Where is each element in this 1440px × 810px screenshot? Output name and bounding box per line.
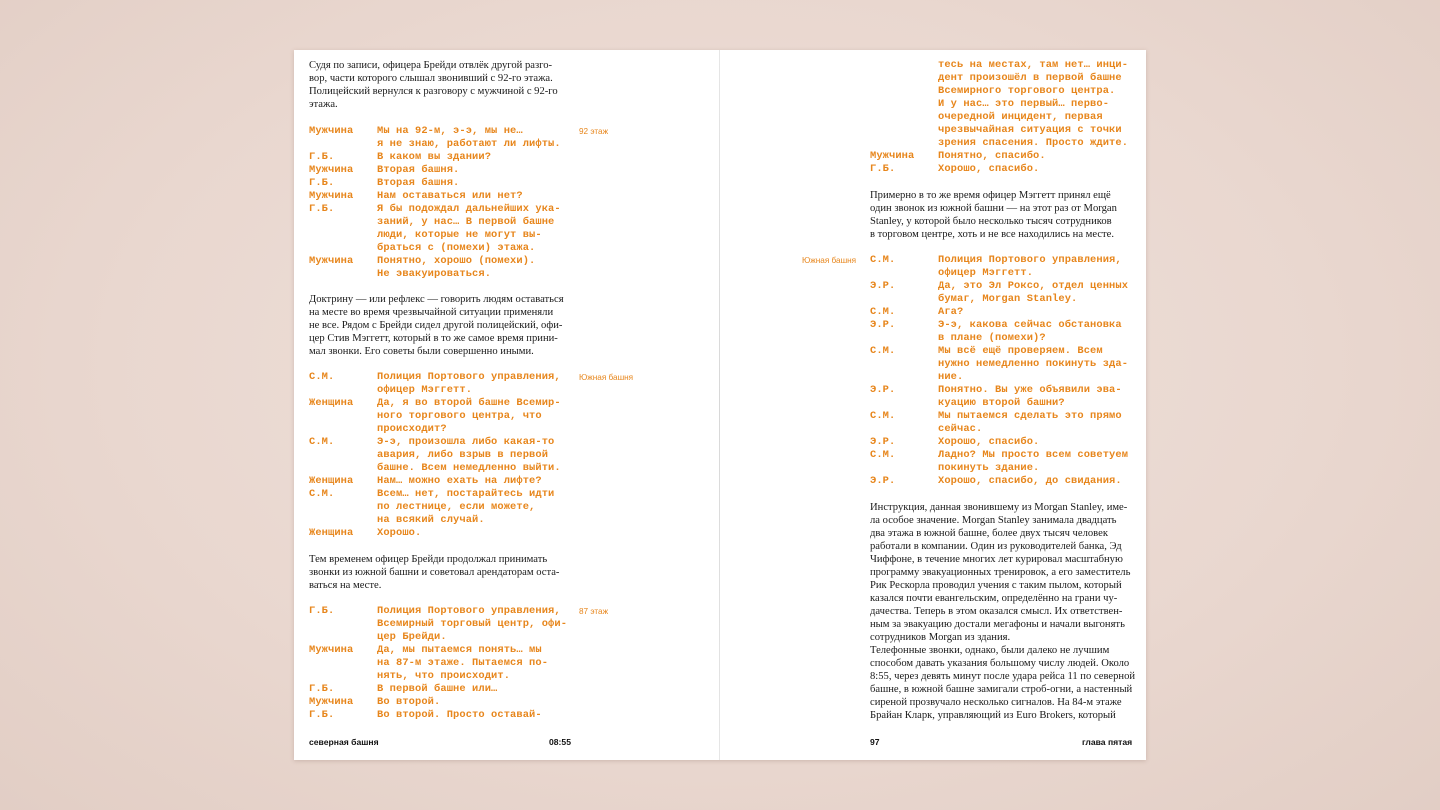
dialog-text: Ладно? Мы просто всем советуем	[938, 449, 1129, 461]
dialog-text: Э-э, какова сейчас обстановка	[938, 319, 1122, 331]
dialog-text: Хорошо, спасибо, до свидания.	[938, 475, 1122, 487]
speaker-label	[870, 423, 938, 436]
dialog-text: Вторая башня.	[377, 164, 460, 176]
speaker-label: Э.Р.	[870, 319, 896, 331]
margin-note-south-tower-right: Южная башня	[802, 256, 857, 265]
dialog-text: Хорошо.	[377, 527, 422, 539]
dialog-line	[309, 229, 579, 242]
right-dialog-continued	[870, 59, 1140, 176]
dialog-line	[870, 449, 1140, 462]
dialog-line	[309, 203, 579, 216]
speaker-label	[309, 631, 377, 644]
text-line: Телефонные звонки, однако, были далеко не лучшим	[870, 645, 1110, 656]
speaker-label: Женщина	[309, 397, 354, 409]
text-line: в торговом центре, хоть и не все находились на месте.	[870, 229, 1115, 240]
dialog-text: Да, мы пытаемся понять… мы	[377, 644, 542, 656]
dialog-text: тесь на местах, там нет… инци-	[938, 59, 1129, 71]
dialog-text: покинуть здание.	[938, 462, 1040, 474]
dialog-line	[870, 72, 1140, 85]
text-line: не все. Рядом с Брейди сидел другой полицейский, офи-	[309, 320, 563, 331]
dialog-line	[870, 423, 1140, 436]
speaker-label: Э.Р.	[870, 436, 896, 448]
left-paragraph-1	[309, 59, 579, 111]
dialog-line	[309, 696, 579, 709]
dialog-line	[870, 462, 1140, 475]
running-head-left: северная башня	[309, 737, 379, 747]
dialog-text: Не эвакуироваться.	[377, 268, 492, 280]
dialog-line	[309, 397, 579, 410]
book-spread	[294, 50, 1146, 760]
dialog-line	[309, 501, 579, 514]
dialog-line	[309, 618, 579, 631]
dialog-line	[309, 125, 579, 138]
speaker-label: С.М.	[309, 488, 335, 500]
dialog-text: авария, либо взрыв в первой	[377, 449, 549, 461]
text-line: цер Стив Мэггетт, который в то же самое время прини-	[309, 333, 558, 344]
speaker-label: Мужчина	[309, 255, 354, 267]
dialog-line	[309, 709, 579, 722]
dialog-line	[870, 111, 1140, 124]
dialog-text: Ага?	[938, 306, 964, 318]
text-line: мал звонки. Его советы были совершенно иными.	[309, 346, 534, 357]
dialog-line	[309, 631, 579, 644]
dialog-text: И у нас… это первый… перво-	[938, 98, 1110, 110]
text-line: один звонок из южной башни — на этот раз от Morgan	[870, 203, 1117, 214]
running-head-chapter: глава пятая	[1082, 737, 1133, 747]
text-line: Примерно в то же время офицер Мэггетт принял ещё	[870, 190, 1111, 201]
dialog-line	[870, 397, 1140, 410]
page-number: 97	[870, 737, 880, 747]
speaker-label	[309, 384, 377, 397]
text-line: на месте во время чрезвычайной ситуации применяли	[309, 307, 554, 318]
dialog-line	[309, 644, 579, 657]
speaker-label: С.М.	[870, 254, 896, 266]
dialog-text: Полиция Портового управления,	[377, 605, 561, 617]
right-paragraph-1	[870, 189, 1140, 241]
dialog-line	[870, 98, 1140, 111]
dialog-line	[309, 475, 579, 488]
dialog-text: Всемирный торговый центр, офи-	[377, 618, 568, 630]
dialog-line	[870, 332, 1140, 345]
dialog-text: Мы пытаемся сделать это прямо	[938, 410, 1122, 422]
dialog-text: В первой башне или…	[377, 683, 498, 695]
right-paragraph-2	[870, 501, 1144, 722]
speaker-label: Мужчина	[309, 644, 354, 656]
dialog-text: сейчас.	[938, 423, 983, 435]
dialog-text: люди, которые не могут вы-	[377, 229, 542, 241]
dialog-text: происходит?	[377, 423, 447, 435]
dialog-line	[870, 293, 1140, 306]
dialog-line	[309, 670, 579, 683]
speaker-label	[309, 670, 377, 683]
speaker-label: Мужчина	[870, 150, 915, 162]
speaker-label	[309, 242, 377, 255]
text-line: Stanley, у которой было несколько тысяч сотрудников	[870, 216, 1112, 227]
speaker-label	[870, 462, 938, 475]
dialog-text: в плане (помехи)?	[938, 332, 1046, 344]
dialog-line	[309, 410, 579, 423]
speaker-label	[870, 397, 938, 410]
text-line: Брайан Кларк, управляющий из Euro Brokers, который	[870, 710, 1116, 721]
speaker-label: Женщина	[309, 527, 354, 539]
dialog-text: Я бы подождал дальнейших ука-	[377, 203, 561, 215]
speaker-label	[870, 59, 938, 72]
dialog-line	[309, 527, 579, 540]
speaker-label	[870, 137, 938, 150]
dialog-line	[870, 163, 1140, 176]
dialog-line	[870, 436, 1140, 449]
text-line: ным за эвакуацию достали мегафоны и начали выгонять	[870, 619, 1125, 630]
speaker-label: Г.Б.	[309, 605, 335, 617]
text-line: вор, части которого слышал звонивший с 92-го этажа.	[309, 73, 553, 84]
dialog-text: башне. Всем немедленно выйти.	[377, 462, 561, 474]
dialog-text: Вторая башня.	[377, 177, 460, 189]
dialog-line	[309, 151, 579, 164]
left-dialog-2	[309, 371, 579, 540]
left-paragraph-3	[309, 553, 584, 592]
dialog-line	[870, 267, 1140, 280]
dialog-line	[309, 268, 579, 281]
dialog-line	[870, 124, 1140, 137]
dialog-text: чрезвычайная ситуация с точки	[938, 124, 1122, 136]
speaker-label	[870, 85, 938, 98]
text-line: Чиффоне, в течение многих лет курировал масштабную	[870, 554, 1123, 565]
left-dialog-3	[309, 605, 579, 722]
dialog-text: нужно немедленно покинуть зда-	[938, 358, 1129, 370]
dialog-text: куацию второй башни?	[938, 397, 1065, 409]
speaker-label: С.М.	[870, 410, 896, 422]
dialog-text: Полиция Портового управления,	[377, 371, 561, 383]
speaker-label: Г.Б.	[309, 203, 335, 215]
dialog-line	[870, 371, 1140, 384]
dialog-text: Понятно. Вы уже объявили эва-	[938, 384, 1122, 396]
dialog-text: на всякий случай.	[377, 514, 485, 526]
dialog-line	[309, 177, 579, 190]
right-page	[720, 50, 1146, 760]
dialog-line	[309, 488, 579, 501]
speaker-label	[870, 358, 938, 371]
dialog-text: офицер Мэггетт.	[938, 267, 1034, 279]
dialog-text: Э-э, произошла либо какая-то	[377, 436, 555, 448]
dialog-line	[870, 319, 1140, 332]
dialog-line	[870, 358, 1140, 371]
running-time: 08:55	[549, 737, 571, 747]
dialog-text: зрения спасения. Просто ждите.	[938, 137, 1129, 149]
dialog-line	[309, 683, 579, 696]
speaker-label	[309, 657, 377, 670]
speaker-label: Г.Б.	[309, 151, 335, 163]
text-line: ваться на месте.	[309, 580, 382, 591]
speaker-label: С.М.	[309, 371, 335, 383]
dialog-text: ние.	[938, 371, 964, 383]
speaker-label: Мужчина	[309, 190, 354, 202]
speaker-label: Э.Р.	[870, 384, 896, 396]
speaker-label	[870, 124, 938, 137]
dialog-text: Мы всё ещё проверяем. Всем	[938, 345, 1103, 357]
dialog-line	[309, 384, 579, 397]
left-paragraph-2	[309, 293, 584, 358]
dialog-text: Нам… можно ехать на лифте?	[377, 475, 542, 487]
dialog-text: браться с (помехи) этажа.	[377, 242, 536, 254]
dialog-line	[870, 475, 1140, 488]
text-line: сотрудников Morgan из здания.	[870, 632, 1011, 643]
text-line: Полицейский вернулся к разговору с мужчиной с 92-го	[309, 86, 558, 97]
speaker-label	[870, 111, 938, 124]
text-line: Инструкция, данная звонившему из Morgan Stanley, име-	[870, 502, 1128, 513]
dialog-text: очередной инцидент, первая	[938, 111, 1103, 123]
text-line: работали в компании. Один из руководителей банка, Эд	[870, 541, 1122, 552]
dialog-line	[309, 190, 579, 203]
text-line: 8:55, через девять минут после удара рейса 11 по северной	[870, 671, 1136, 682]
dialog-line	[870, 254, 1140, 267]
dialog-line	[870, 306, 1140, 319]
dialog-line	[870, 280, 1140, 293]
dialog-line	[309, 255, 579, 268]
text-line: сиреной прозвучало несколько сигналов. На 84-м этаже	[870, 697, 1122, 708]
dialog-line	[870, 137, 1140, 150]
speaker-label: Г.Б.	[309, 709, 335, 721]
speaker-label	[309, 514, 377, 527]
dialog-text: Понятно, спасибо.	[938, 150, 1046, 162]
speaker-label	[870, 72, 938, 85]
left-page	[294, 50, 720, 760]
speaker-label	[309, 618, 377, 631]
speaker-label: Мужчина	[309, 696, 354, 708]
dialog-line	[870, 345, 1140, 358]
speaker-label	[309, 216, 377, 229]
speaker-label	[309, 138, 377, 151]
dialog-text: бумаг, Morgan Stanley.	[938, 293, 1078, 305]
dialog-text: Хорошо, спасибо.	[938, 163, 1040, 175]
dialog-text: Да, это Эл Роксо, отдел ценных	[938, 280, 1129, 292]
speaker-label	[309, 423, 377, 436]
dialog-line	[870, 59, 1140, 72]
dialog-text: я не знаю, работают ли лифты.	[377, 138, 561, 150]
dialog-text: цер Брейди.	[377, 631, 447, 643]
text-line: Тем временем офицер Брейди продолжал принимать	[309, 554, 548, 565]
dialog-line	[309, 423, 579, 436]
speaker-label	[309, 268, 377, 281]
text-line: дачества. Теперь в этом оказался смысл. Их ответствен-	[870, 606, 1123, 617]
text-line: башне, в южной башне замигали строб-огни, а настенный	[870, 684, 1133, 695]
speaker-label	[870, 293, 938, 306]
text-line: звонки из южной башни и советовал арендаторам оста-	[309, 567, 560, 578]
dialog-line	[309, 164, 579, 177]
text-line: два этажа в южной башне, более двух тысяч человек	[870, 528, 1108, 539]
dialog-line	[309, 138, 579, 151]
speaker-label	[309, 449, 377, 462]
left-dialog-1	[309, 125, 579, 281]
dialog-line	[870, 150, 1140, 163]
speaker-label: Э.Р.	[870, 475, 896, 487]
dialog-text: офицер Мэггетт.	[377, 384, 473, 396]
dialog-text: Мы на 92-м, э-э, мы не…	[377, 125, 523, 137]
speaker-label: Г.Б.	[309, 177, 335, 189]
margin-note-south-tower: Южная башня	[579, 373, 634, 382]
speaker-label: Женщина	[309, 475, 354, 487]
speaker-label	[309, 410, 377, 423]
dialog-line	[309, 242, 579, 255]
speaker-label: Мужчина	[309, 164, 354, 176]
speaker-label: С.М.	[870, 306, 896, 318]
speaker-label: Мужчина	[309, 125, 354, 137]
speaker-label	[870, 267, 938, 280]
dialog-text: дент произошёл в первой башне	[938, 72, 1122, 84]
dialog-line	[309, 371, 579, 384]
dialog-line	[309, 657, 579, 670]
dialog-text: нять, что происходит.	[377, 670, 511, 682]
dialog-line	[870, 410, 1140, 423]
text-line: ла особое значение. Morgan Stanley занимала двадцать	[870, 515, 1117, 526]
speaker-label: С.М.	[870, 345, 896, 357]
speaker-label	[309, 462, 377, 475]
speaker-label	[870, 371, 938, 384]
dialog-line	[870, 384, 1140, 397]
text-line: Доктрину — или рефлекс — говорить людям оставаться	[309, 294, 564, 305]
dialog-line	[309, 605, 579, 618]
speaker-label: Г.Б.	[870, 163, 896, 175]
dialog-text: ного торгового центра, что	[377, 410, 542, 422]
dialog-text: Да, я во второй башне Всемир-	[377, 397, 561, 409]
speaker-label	[309, 501, 377, 514]
dialog-text: на 87-м этаже. Пытаемся по-	[377, 657, 549, 669]
dialog-text: по лестнице, если можете,	[377, 501, 536, 513]
dialog-text: заний, у нас… В первой башне	[377, 216, 555, 228]
dialog-text: Всем… нет, постарайтесь идти	[377, 488, 555, 500]
speaker-label: Г.Б.	[309, 683, 335, 695]
dialog-line	[309, 514, 579, 527]
dialog-text: Хорошо, спасибо.	[938, 436, 1040, 448]
margin-note-87-floor: 87 этаж	[579, 607, 609, 616]
dialog-line	[870, 85, 1140, 98]
text-line: Судя по записи, офицера Брейди отвлёк другой разго-	[309, 60, 553, 71]
dialog-line	[309, 216, 579, 229]
text-line: казался почти евангельским, определённо на грани чу-	[870, 593, 1118, 604]
dialog-text: Во второй.	[377, 696, 441, 708]
dialog-line	[309, 436, 579, 449]
speaker-label: Э.Р.	[870, 280, 896, 292]
dialog-text: В каком вы здании?	[377, 151, 492, 163]
text-line: способом давать указания большому числу людей. Около	[870, 658, 1130, 669]
speaker-label: С.М.	[870, 449, 896, 461]
speaker-label: С.М.	[309, 436, 335, 448]
text-line: программу эвакуационных тренировок, а его заместитель	[870, 567, 1131, 578]
dialog-text: Полиция Портового управления,	[938, 254, 1122, 266]
dialog-text: Всемирного торгового центра.	[938, 85, 1116, 97]
dialog-text: Во второй. Просто оставай-	[377, 709, 542, 721]
dialog-line	[309, 449, 579, 462]
dialog-line	[309, 462, 579, 475]
text-line: этажа.	[309, 99, 338, 110]
text-line: Рик Рескорла проводил учения с таким пылом, который	[870, 580, 1122, 591]
right-dialog-2	[870, 254, 1140, 488]
speaker-label	[309, 229, 377, 242]
dialog-text: Понятно, хорошо (помехи).	[377, 255, 536, 267]
speaker-label	[870, 98, 938, 111]
speaker-label	[870, 332, 938, 345]
margin-note-92-floor: 92 этаж	[579, 127, 609, 136]
dialog-text: Нам оставаться или нет?	[377, 190, 523, 202]
